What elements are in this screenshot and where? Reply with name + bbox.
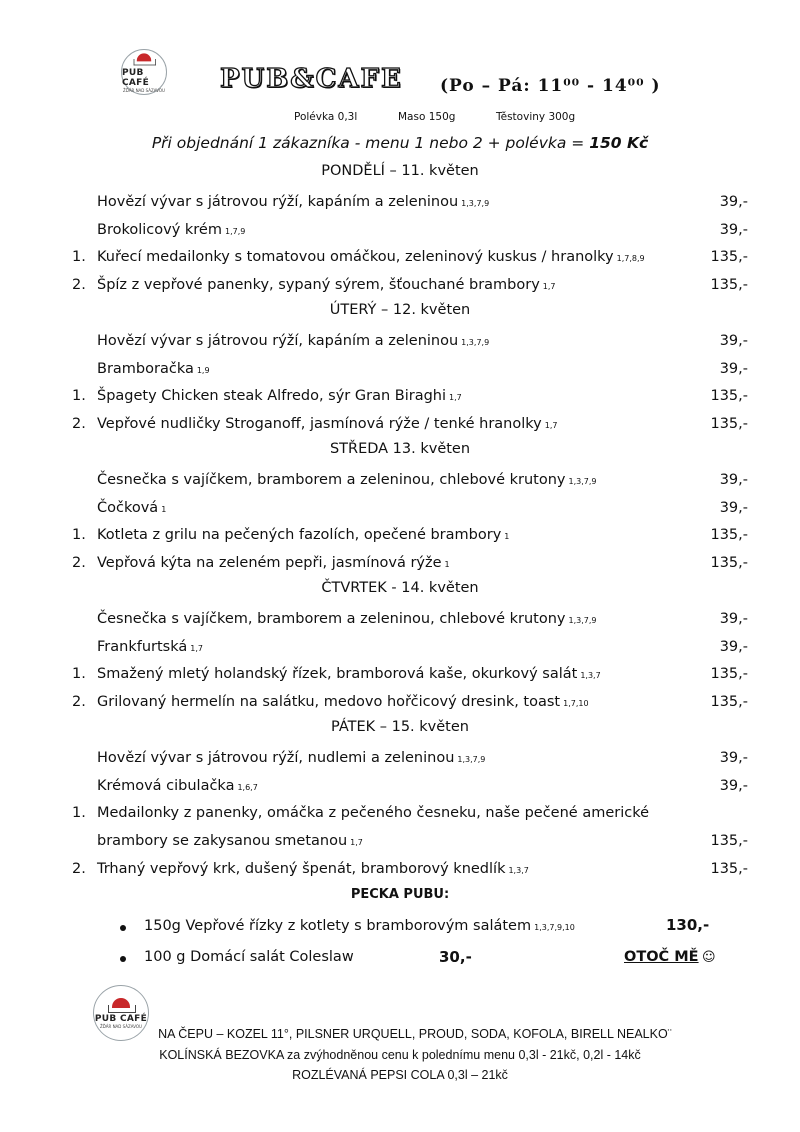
portion-meat: Maso 150g [398,111,456,123]
pecka-item [144,949,354,965]
item-name: brambory se zakysanou smetanou [97,833,348,850]
item-name-wrap [97,750,485,766]
item-price: 39,- [719,221,748,238]
portion-pasta: Těstoviny 300g [496,111,576,123]
item-name-wrap [97,194,489,210]
soup-row [0,833,800,857]
main-dish-row [0,555,800,579]
item-number: 1. [72,805,86,822]
item-name-wrap [97,388,462,404]
page-title: PUB&CAFE [220,64,403,94]
item-allergens: 1,7 [190,643,203,653]
item-number: 1. [72,527,86,544]
item-name-wrap [97,361,210,377]
bullet-icon [120,956,126,962]
logo-brand: PUB CAFÉ [122,67,150,88]
day-heading: ČTVRTEK - 14. květen [321,580,479,596]
item-name-wrap [97,416,557,432]
logo-brand: PUB CAFÉ [94,1013,148,1024]
item-name: Česnečka s vajíčkem, bramborem a zeleninou, chlebové krutony [97,610,566,627]
item-number: 1. [72,388,86,405]
soup-row [0,500,800,524]
item-allergens: 1,7,8,9 [616,254,645,264]
soup-row [0,472,800,496]
item-number: 2. [72,694,86,711]
item-allergens: 1,7 [350,838,363,848]
pecka-title: PECKA PUBU: [350,887,450,902]
item-name: Trhaný vepřový krk, dušený špenát, bramborový knedlík [97,861,506,877]
item-allergens: 1,9 [196,365,210,375]
item-name: Kotleta z grilu na pečených fazolích, opečené brambory [97,527,502,544]
opening-hours: (Po – Pá: 11⁰⁰ - 14⁰⁰ ) [440,76,661,96]
item-name-wrap [97,639,203,655]
item-name: Špagety Chicken steak Alfredo, sýr Gran Biraghi [97,388,447,405]
item-name: Bramboračka [97,360,194,377]
item-name-wrap [97,555,450,571]
item-allergens: 1 [444,560,450,570]
item-name-wrap [97,333,489,349]
item-name: Kuřecí medailonky s tomatovou omáčkou, zeleninový kuskus / hranolky [97,249,614,266]
soup-row [0,222,800,246]
item-number: 1. [72,249,86,266]
item-price: 135,- [710,666,748,683]
footer-line: ROZLÉVANÁ PEPSI COLA 0,3l – 21kč [292,1068,508,1082]
item-price: 39,- [719,332,748,349]
offer-text: Při objednání 1 zákazníka - menu 1 nebo 2 + polévka = [151,134,590,152]
item-allergens: 1,3,7,9 [461,337,490,347]
house-icon [106,998,136,1012]
item-name-wrap [97,861,529,877]
item-price: 135,- [710,555,748,572]
pecka-item-name: 150g Vepřové řízky z kotlety s bramborovým salátem [144,918,532,934]
main-dish-row [0,277,800,301]
item-name: Brokolicový krém [97,221,222,238]
item-name: Čočková [97,499,159,516]
item-number: 2. [72,416,86,433]
item-name: Grilovaný hermelín na salátku, medovo hořčicový dresink, toast [97,694,561,711]
item-number: 2. [72,861,86,877]
item-price: 135,- [710,694,748,711]
main-dish-row [0,416,800,440]
item-name-wrap [97,472,597,488]
item-name-wrap [97,222,245,238]
day-heading: PÁTEK – 15. květen [331,719,469,735]
day-heading: ÚTERÝ – 12. květen [329,302,471,318]
item-name-wrap [97,500,166,516]
menu-offer [0,134,800,152]
item-number: 2. [72,555,86,572]
item-allergens: 1,6,7 [237,782,258,792]
item-number: 1. [72,666,86,683]
item-name: Špíz z vepřové panenky, sypaný sýrem, šťouchané brambory [97,277,540,294]
item-price: 39,- [719,777,748,794]
item-price: 39,- [719,610,748,627]
item-name: Hovězí vývar s játrovou rýží, nudlemi a zeleninou [97,749,455,766]
main-dish-row [0,249,800,273]
item-name-wrap [97,778,258,794]
main-dish-row [0,388,800,412]
item-name: Medailonky z panenky, omáčka z pečeného česneku, naše pečené americké [97,805,650,822]
main-dish-row [0,861,800,885]
logo-sub: ŽĎÁR NAD SÁZAVOU [100,1023,142,1029]
item-price: 135,- [710,249,748,266]
soup-row [0,611,800,635]
day-heading: PONDĚLÍ – 11. květen [321,163,479,179]
main-dish-row [0,805,800,829]
item-price: 39,- [719,193,748,210]
item-allergens: 1,7,9 [224,226,246,236]
item-price: 135,- [710,388,748,405]
item-name-wrap [97,611,597,627]
turn-over-link[interactable]: OTOČ MĚ [624,949,699,965]
footer-line: NA ČEPU – KOZEL 11°, PILSNER URQUELL, PROUD, SODA, KOFOLA, BIRELL NEALKO¨ [158,1027,672,1041]
item-price: 39,- [719,471,748,488]
soup-row [0,750,800,774]
soup-row [0,194,800,218]
item-name-wrap [97,527,509,543]
item-allergens: 1,3,7,9 [568,476,597,486]
item-name: Frankfurtská [97,638,188,655]
item-allergens: 1,7,10 [563,699,589,709]
main-dish-row [0,527,800,551]
soup-row [0,778,800,802]
item-price: 135,- [710,861,748,877]
house-icon [132,53,156,64]
item-name-wrap [97,666,601,682]
item-price: 39,- [719,360,748,377]
item-allergens: 1,7 [542,282,556,292]
offer-price: 150 Kč [589,134,649,152]
item-allergens: 1,7 [449,393,462,403]
item-allergens: 1 [161,504,167,514]
item-allergens: 1,3,7 [508,866,529,875]
pecka-item-price: 130,- [666,916,710,934]
main-dish-row [0,694,800,718]
item-price: 39,- [719,638,748,655]
day-heading: STŘEDA 13. květen [329,441,471,457]
main-dish-row [0,666,800,690]
item-name-wrap [97,249,645,265]
item-allergens: 1,3,7 [580,671,601,681]
item-price: 39,- [719,749,748,766]
pecka-item-price: 30,- [439,948,472,966]
item-name: Hovězí vývar s játrovou rýží, kapáním a zeleninou [97,332,459,349]
pecka-item-name: 100 g Domácí salát Coleslaw [144,949,354,965]
item-name-wrap [97,694,589,710]
item-price: 39,- [719,499,748,516]
portion-soup: Polévka 0,3l [294,111,358,123]
soup-row [0,639,800,663]
logo-sub: ŽĎÁR NAD SÁZAVOU [123,87,165,93]
item-name: Hovězí vývar s játrovou rýží, kapáním a zeleninou [97,193,459,210]
item-price: 135,- [710,416,748,433]
pecka-item [144,918,575,934]
item-name-wrap [97,805,652,821]
bullet-icon [120,925,126,931]
item-price: 135,- [710,527,748,544]
item-allergens: 1,3,7,9 [457,754,486,764]
item-price: 135,- [710,277,748,294]
pub-cafe-logo [121,49,167,95]
footer-line: KOLÍNSKÁ BEZOVKA za zvýhodněnou cenu k polednímu menu 0,3l - 21kč, 0,2l - 14kč [159,1048,641,1062]
item-name: Krémová cibulačka [97,777,235,794]
item-allergens: 1,3,7,9 [568,615,597,625]
item-number: 2. [72,277,86,294]
item-allergens: 1,7 [544,421,558,431]
item-allergens: 1,3,7,9 [461,198,490,208]
smile-icon: ☺ [702,950,716,965]
item-name: Vepřové nudličky Stroganoff, jasmínová rýže / tenké hranolky [97,416,542,433]
pecka-item-allergens: 1,3,7,9,10 [534,923,575,932]
item-name-wrap [97,833,363,849]
item-allergens: 1 [504,532,510,542]
item-name-wrap [97,277,556,293]
item-name: Česnečka s vajíčkem, bramborem a zeleninou, chlebové krutony [97,471,566,488]
item-name: Smažený mletý holandský řízek, bramborová kaše, okurkový salát [97,666,578,683]
item-price: 135,- [710,833,748,850]
item-name: Vepřová kýta na zeleném pepři, jasmínová rýže [97,555,442,572]
soup-row [0,361,800,385]
soup-row [0,333,800,357]
